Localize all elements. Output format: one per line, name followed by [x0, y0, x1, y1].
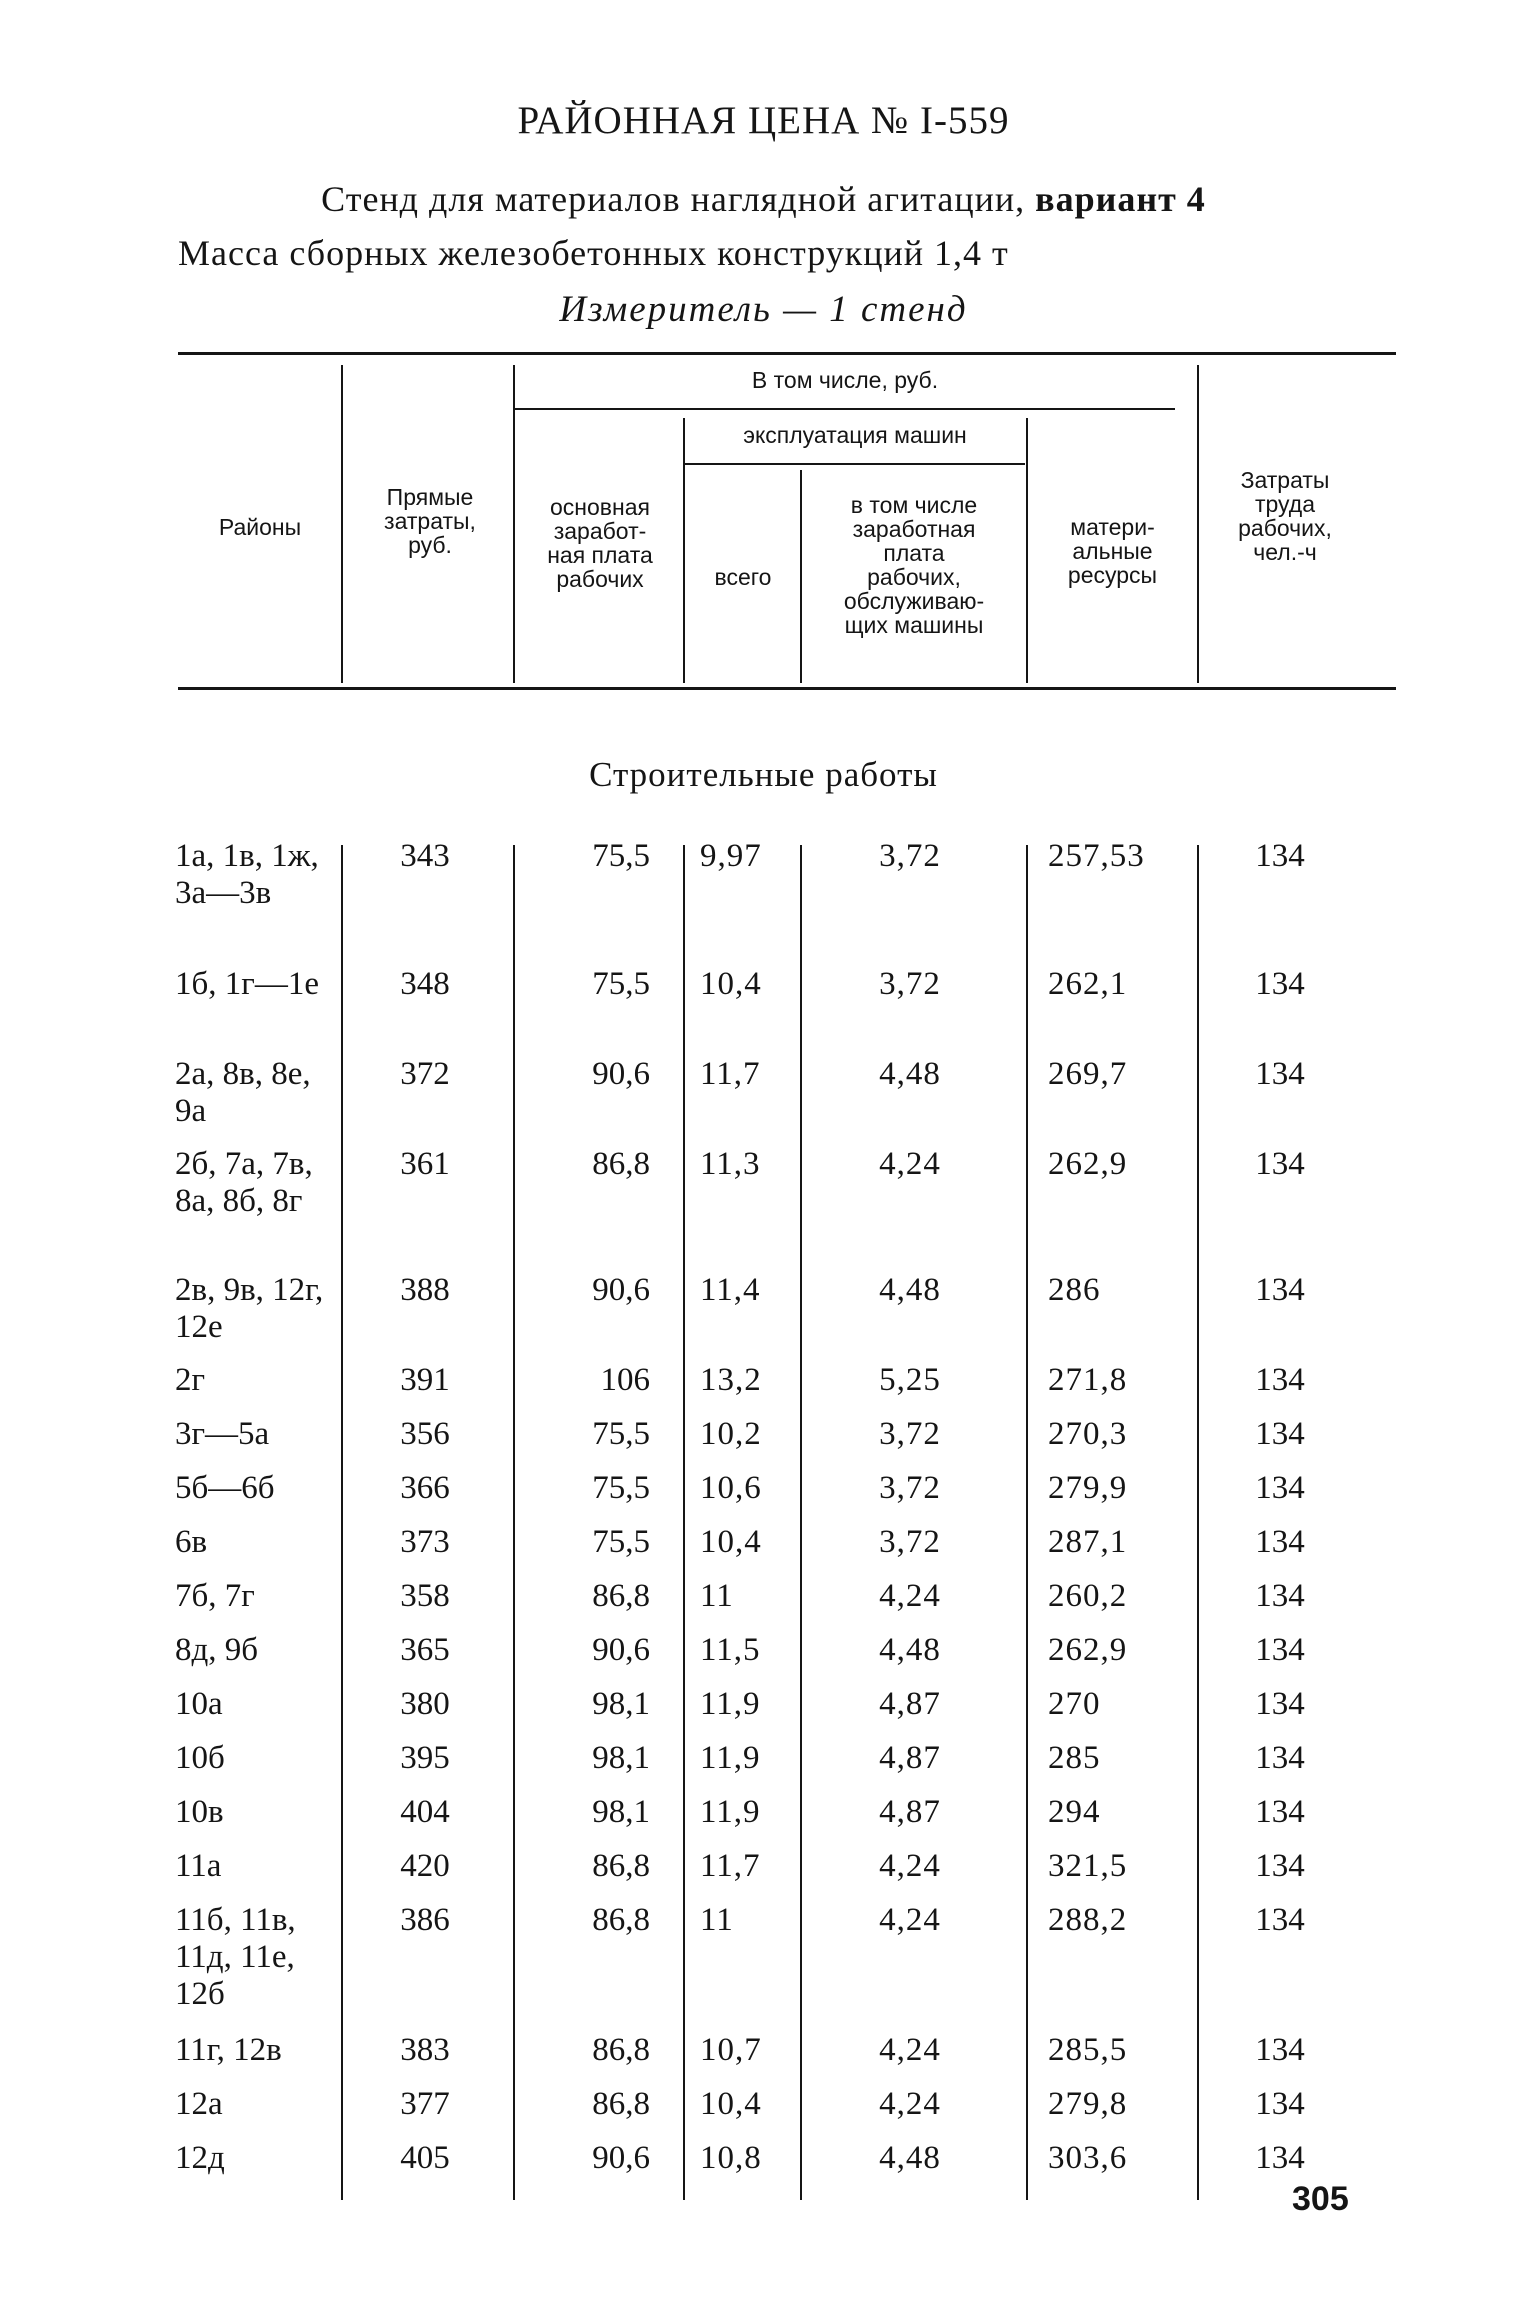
cell-direct-cost: 361 — [400, 1146, 450, 1182]
cell-materials: 271,8 — [1048, 1362, 1128, 1398]
cell-direct-cost: 405 — [400, 2140, 450, 2176]
table-row — [0, 1686, 1527, 1726]
cell-machine-wage: 4,24 — [879, 2086, 941, 2122]
page-number: 305 — [1292, 2180, 1349, 2218]
cell-labor-cost: 134 — [1255, 2032, 1305, 2068]
table-row — [0, 1056, 1527, 1129]
cell-machine-wage: 3,72 — [879, 1416, 941, 1452]
header-direct-line: руб. — [408, 532, 452, 558]
table-row — [0, 1848, 1527, 1888]
cell-direct-cost: 391 — [400, 1362, 450, 1398]
cell-direct-cost: 358 — [400, 1578, 450, 1614]
cell-direct-cost: 404 — [400, 1794, 450, 1830]
cell-region: 10в — [175, 1794, 224, 1830]
table-row — [0, 1416, 1527, 1456]
cell-labor-cost: 134 — [1255, 2140, 1305, 2176]
cell-region: 2г — [175, 1362, 206, 1398]
cell-basic-wage: 90,6 — [592, 1272, 650, 1308]
header-regions: Районы — [218, 514, 302, 540]
cell-machine-wage: 3,72 — [879, 966, 941, 1002]
cell-materials: 285,5 — [1048, 2032, 1128, 2068]
cell-region: 11г, 12в — [175, 2032, 282, 2068]
table-row — [0, 1272, 1527, 1345]
table-row — [0, 1146, 1527, 1219]
cell-machine-wage: 4,48 — [879, 1272, 941, 1308]
cell-direct-cost: 348 — [400, 966, 450, 1002]
cell-labor-cost: 134 — [1255, 1578, 1305, 1614]
cell-direct-cost: 356 — [400, 1416, 450, 1452]
cell-direct-cost: 365 — [400, 1632, 450, 1668]
cell-labor-cost: 134 — [1255, 966, 1305, 1002]
cell-machine-wage: 4,24 — [879, 1848, 941, 1884]
table-row — [0, 2032, 1527, 2072]
cell-labor-cost: 134 — [1255, 1470, 1305, 1506]
cell-labor-cost: 134 — [1255, 1740, 1305, 1776]
cell-machine-total: 10,4 — [700, 966, 762, 1002]
cell-machine-total: 10,8 — [700, 2140, 762, 2176]
cell-machine-wage: 4,24 — [879, 1578, 941, 1614]
cell-machine-total: 10,4 — [700, 1524, 762, 1560]
cell-basic-wage: 86,8 — [592, 2032, 650, 2068]
header-machine-wage-line: в том числе — [850, 492, 978, 518]
cell-basic-wage: 75,5 — [592, 966, 650, 1002]
cell-region: 2в, 9в, 12г, 12е — [175, 1272, 324, 1345]
cell-materials: 257,53 — [1048, 838, 1145, 874]
cell-machine-total: 10,6 — [700, 1470, 762, 1506]
cell-materials: 260,2 — [1048, 1578, 1128, 1614]
cell-materials: 321,5 — [1048, 1848, 1128, 1884]
cell-machine-wage: 5,25 — [879, 1362, 941, 1398]
cell-machine-total: 11,9 — [700, 1794, 761, 1830]
header-direct-line: Прямые — [386, 484, 474, 510]
header-labor-line: рабочих, — [1238, 515, 1332, 541]
header-labor-line: труда — [1254, 491, 1315, 517]
cell-direct-cost: 420 — [400, 1848, 450, 1884]
cell-direct-cost: 383 — [400, 2032, 450, 2068]
cell-region: 12а — [175, 2086, 223, 2122]
header-machine-wage-line: рабочих, — [867, 564, 961, 590]
cell-region: 1а, 1в, 1ж, 3а—3в — [175, 838, 319, 911]
cell-basic-wage: 98,1 — [592, 1686, 650, 1722]
cell-basic-wage: 106 — [600, 1362, 650, 1398]
header-including: В том числе, руб. — [751, 367, 939, 393]
cell-basic-wage: 86,8 — [592, 1578, 650, 1614]
table-row — [0, 1470, 1527, 1510]
subtitle-main: Стенд для материалов наглядной агитации, — [321, 179, 1026, 219]
cell-labor-cost: 134 — [1255, 1686, 1305, 1722]
cell-region: 7б, 7г — [175, 1578, 255, 1614]
cell-direct-cost: 366 — [400, 1470, 450, 1506]
page-title: РАЙОННАЯ ЦЕНА № I-559 — [517, 99, 1010, 142]
cell-materials: 288,2 — [1048, 1902, 1128, 1938]
cell-region: 10б — [175, 1740, 225, 1776]
cell-direct-cost: 380 — [400, 1686, 450, 1722]
cell-machine-wage: 4,24 — [879, 2032, 941, 2068]
cell-machine-wage: 4,24 — [879, 1902, 941, 1938]
subtitle-variant: вариант 4 — [1035, 179, 1206, 219]
header-direct-line: затраты, — [384, 508, 476, 534]
cell-region: 5б—6б — [175, 1470, 275, 1506]
cell-machine-wage: 4,48 — [879, 1632, 941, 1668]
cell-materials: 286 — [1048, 1272, 1101, 1308]
cell-machine-total: 11,5 — [700, 1632, 761, 1668]
cell-machine-wage: 4,24 — [879, 1146, 941, 1182]
cell-basic-wage: 90,6 — [592, 1632, 650, 1668]
cell-labor-cost: 134 — [1255, 1524, 1305, 1560]
cell-basic-wage: 90,6 — [592, 1056, 650, 1092]
table-row — [0, 1902, 1527, 2012]
cell-materials: 303,6 — [1048, 2140, 1128, 2176]
cell-materials: 270,3 — [1048, 1416, 1128, 1452]
cell-machine-wage: 4,87 — [879, 1740, 941, 1776]
unit-line: Измеритель — 1 стенд — [559, 289, 968, 330]
cell-basic-wage: 86,8 — [592, 1902, 650, 1938]
cell-region: 1б, 1г—1е — [175, 966, 319, 1002]
cell-machine-total: 11,4 — [700, 1272, 761, 1308]
cell-direct-cost: 372 — [400, 1056, 450, 1092]
cell-materials: 279,8 — [1048, 2086, 1128, 2122]
header-materials-line: альные — [1072, 538, 1153, 564]
cell-direct-cost: 395 — [400, 1740, 450, 1776]
cell-materials: 269,7 — [1048, 1056, 1128, 1092]
table-row — [0, 2086, 1527, 2126]
cell-labor-cost: 134 — [1255, 1848, 1305, 1884]
cell-machine-total: 11,7 — [700, 1056, 761, 1092]
table-row — [0, 1794, 1527, 1834]
header-machine-wage-line: заработная — [852, 516, 976, 542]
cell-region: 11б, 11в, 11д, 11е, 12б — [175, 1902, 296, 2012]
table-row — [0, 966, 1527, 1006]
cell-machine-total: 13,2 — [700, 1362, 762, 1398]
cell-region: 3г—5а — [175, 1416, 270, 1452]
cell-basic-wage: 75,5 — [592, 838, 650, 874]
table-row — [0, 1578, 1527, 1618]
cell-basic-wage: 75,5 — [592, 1416, 650, 1452]
cell-materials: 262,9 — [1048, 1632, 1128, 1668]
cell-materials: 262,1 — [1048, 966, 1128, 1002]
cell-materials: 294 — [1048, 1794, 1101, 1830]
header-machine-operation: эксплуатация машин — [743, 422, 967, 448]
cell-basic-wage: 98,1 — [592, 1794, 650, 1830]
header-labor-line: чел.-ч — [1253, 539, 1317, 565]
cell-labor-cost: 134 — [1255, 1146, 1305, 1182]
section-title: Строительные работы — [589, 755, 938, 794]
cell-machine-total: 11,9 — [700, 1740, 761, 1776]
cell-basic-wage: 98,1 — [592, 1740, 650, 1776]
cell-machine-total: 10,7 — [700, 2032, 762, 2068]
header-machine-wage-line: плата — [883, 540, 945, 566]
cell-machine-total: 11 — [700, 1578, 734, 1614]
header-materials-line: матери- — [1070, 514, 1155, 540]
cell-machine-wage: 3,72 — [879, 838, 941, 874]
header-basic-line: рабочих — [556, 566, 644, 592]
cell-labor-cost: 134 — [1255, 2086, 1305, 2122]
cell-labor-cost: 134 — [1255, 1272, 1305, 1308]
table-row — [0, 1740, 1527, 1780]
cell-region: 2б, 7а, 7в, 8а, 8б, 8г — [175, 1146, 313, 1219]
header-labor-line: Затраты — [1240, 467, 1330, 493]
cell-labor-cost: 134 — [1255, 838, 1305, 874]
cell-materials: 279,9 — [1048, 1470, 1128, 1506]
cell-labor-cost: 134 — [1255, 1794, 1305, 1830]
cell-labor-cost: 134 — [1255, 1902, 1305, 1938]
cell-basic-wage: 75,5 — [592, 1470, 650, 1506]
header-basic-line: ная плата — [547, 542, 653, 568]
cell-labor-cost: 134 — [1255, 1416, 1305, 1452]
cell-labor-cost: 134 — [1255, 1632, 1305, 1668]
cell-basic-wage: 86,8 — [592, 1848, 650, 1884]
cell-direct-cost: 377 — [400, 2086, 450, 2122]
header-total: всего — [714, 564, 772, 590]
cell-machine-total: 11,7 — [700, 1848, 761, 1884]
cell-region: 6в — [175, 1524, 208, 1560]
cell-machine-wage: 4,87 — [879, 1794, 941, 1830]
table-row — [0, 838, 1527, 911]
header-basic-line: основная — [550, 494, 650, 520]
cell-machine-total: 9,97 — [700, 838, 762, 874]
table-row — [0, 2140, 1527, 2180]
cell-machine-wage: 4,87 — [879, 1686, 941, 1722]
cell-direct-cost: 343 — [400, 838, 450, 874]
cell-machine-total: 11,3 — [700, 1146, 761, 1182]
cell-materials: 285 — [1048, 1740, 1101, 1776]
cell-direct-cost: 388 — [400, 1272, 450, 1308]
cell-machine-total: 10,4 — [700, 2086, 762, 2122]
cell-basic-wage: 86,8 — [592, 1146, 650, 1182]
cell-basic-wage: 86,8 — [592, 2086, 650, 2122]
cell-materials: 262,9 — [1048, 1146, 1128, 1182]
cell-machine-total: 11 — [700, 1902, 734, 1938]
mass-line: Масса сборных железобетонных конструкций 1,4 т — [178, 233, 1009, 273]
cell-machine-wage: 3,72 — [879, 1524, 941, 1560]
cell-machine-wage: 4,48 — [879, 1056, 941, 1092]
cell-machine-wage: 4,48 — [879, 2140, 941, 2176]
cell-region: 10а — [175, 1686, 223, 1722]
cell-materials: 270 — [1048, 1686, 1101, 1722]
header-materials-line: ресурсы — [1067, 562, 1158, 588]
cell-machine-wage: 3,72 — [879, 1470, 941, 1506]
header-basic-line: заработ- — [553, 518, 647, 544]
cell-basic-wage: 90,6 — [592, 2140, 650, 2176]
table-row — [0, 1362, 1527, 1402]
header-machine-wage-line: щих машины — [844, 612, 984, 638]
header-machine-wage-line: обслуживаю- — [843, 588, 985, 614]
cell-region: 2а, 8в, 8е, 9а — [175, 1056, 311, 1129]
cell-machine-total: 10,2 — [700, 1416, 762, 1452]
table-row — [0, 1632, 1527, 1672]
cell-region: 11а — [175, 1848, 222, 1884]
cell-machine-total: 11,9 — [700, 1686, 761, 1722]
cell-labor-cost: 134 — [1255, 1362, 1305, 1398]
cell-basic-wage: 75,5 — [592, 1524, 650, 1560]
cell-direct-cost: 386 — [400, 1902, 450, 1938]
table-row — [0, 1524, 1527, 1564]
cell-labor-cost: 134 — [1255, 1056, 1305, 1092]
cell-region: 8д, 9б — [175, 1632, 259, 1668]
cell-materials: 287,1 — [1048, 1524, 1128, 1560]
cell-region: 12д — [175, 2140, 225, 2176]
cell-direct-cost: 373 — [400, 1524, 450, 1560]
